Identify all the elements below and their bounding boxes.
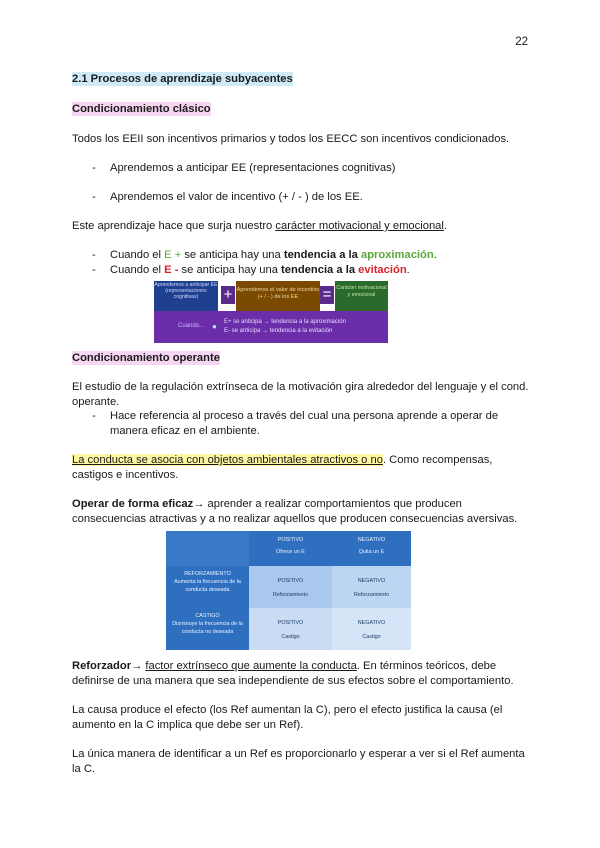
subheading-operant: Condicionamiento operante: [72, 352, 220, 364]
table-header-negative: NEGATIVO Quita un E: [332, 531, 411, 566]
section-heading: 2.1 Procesos de aprendizaje subyacentes: [72, 73, 293, 85]
paragraph: definirse de una manera que sea independiente de sus efectos sobre el comportamiento.: [72, 675, 514, 687]
diagram-box-character: Carácter motivacional y emocional: [335, 281, 388, 311]
list-item-continued: manera eficaz en el ambiente.: [110, 425, 260, 437]
list-item: - Cuando el E - se anticipa hay una tendencia a la evitación.: [92, 264, 410, 276]
list-item: - Aprendemos a anticipar EE (representaciones cognitivas): [92, 162, 396, 174]
paragraph: Reforzador→ factor extrínseco que aumente la conducta. En términos teóricos, debe: [72, 660, 497, 672]
paragraph: La única manera de identificar a un Ref es proporcionarlo y esperar a ver si el Ref aumenta: [72, 748, 525, 760]
diagram-box-anticipate: Aprendemos a anticipar EE (representaciones cognitivas): [154, 281, 218, 311]
paragraph: La causa produce el efecto (los Ref aumentan la C), pero el efecto justifica la causa (el: [72, 704, 503, 716]
plus-symbol: +: [221, 286, 235, 304]
reinforcement-table: [166, 531, 411, 650]
paragraph: operante.: [72, 396, 120, 408]
diagram-cuando: Cuando...: [178, 323, 205, 329]
list-item: - Hace referencia al proceso a través del cual una persona aprende a operar de: [92, 410, 499, 422]
table-corner: [166, 531, 249, 566]
table-cell: NEGATIVO Reforzamiento: [332, 566, 411, 608]
diagram-line-approach: E+ se anticipa → tendencia a la aproximación: [224, 319, 346, 325]
thinking-icon: ●: [212, 322, 217, 331]
table-cell: POSITIVO Reforzamiento: [249, 566, 332, 608]
paragraph: la C.: [72, 763, 96, 775]
paragraph: consecuencias atractivas y a no realizar aquellos que producen consecuencias aversivas.: [72, 513, 518, 525]
equals-symbol: =: [320, 286, 334, 304]
page-number: 22: [515, 36, 528, 48]
table-cell: POSITIVO Castigo: [249, 608, 332, 650]
paragraph: El estudio de la regulación extrínseca de la motivación gira alrededor del lenguaje y el cond.: [72, 381, 529, 393]
list-item: - Aprendemos el valor de incentivo (+ / - ) de los EE.: [92, 191, 363, 203]
table-header-positive: POSITIVO Ofrece un E: [249, 531, 332, 566]
list-item: - Cuando el E + se anticipa hay una tendencia a la aproximación.: [92, 249, 437, 261]
paragraph: castigos e incentivos.: [72, 469, 179, 481]
diagram-box-incentive: Aprendemos el valor de incentivo (+ / - ) de los EE: [236, 281, 320, 311]
paragraph: Operar de forma eficaz→ aprender a realizar comportamientos que producen: [72, 498, 462, 510]
paragraph: La conducta se asocia con objetos ambientales atractivos o no. Como recompensas,: [72, 454, 493, 466]
table-row-reinforcement: REFORZAMIENTO Aumenta la frecuencia de la conducta deseada: [166, 566, 249, 608]
paragraph: aumento en la C implica que debe ser un Ref).: [72, 719, 304, 731]
paragraph: Este aprendizaje hace que surja nuestro carácter motivacional y emocional.: [72, 220, 447, 232]
table-row-punishment: CASTIGO Disminuye la frecuencia de la conducta no deseada: [166, 608, 249, 650]
diagram-line-avoid: E- se anticipa → tendencia a la evitación: [224, 328, 333, 334]
paragraph: Todos los EEII son incentivos primarios y todos los EECC son incentivos condicionados.: [72, 133, 510, 145]
classical-conditioning-diagram: [154, 281, 388, 343]
subheading-classical: Condicionamiento clásico: [72, 103, 211, 115]
table-cell: NEGATIVO Castigo: [332, 608, 411, 650]
